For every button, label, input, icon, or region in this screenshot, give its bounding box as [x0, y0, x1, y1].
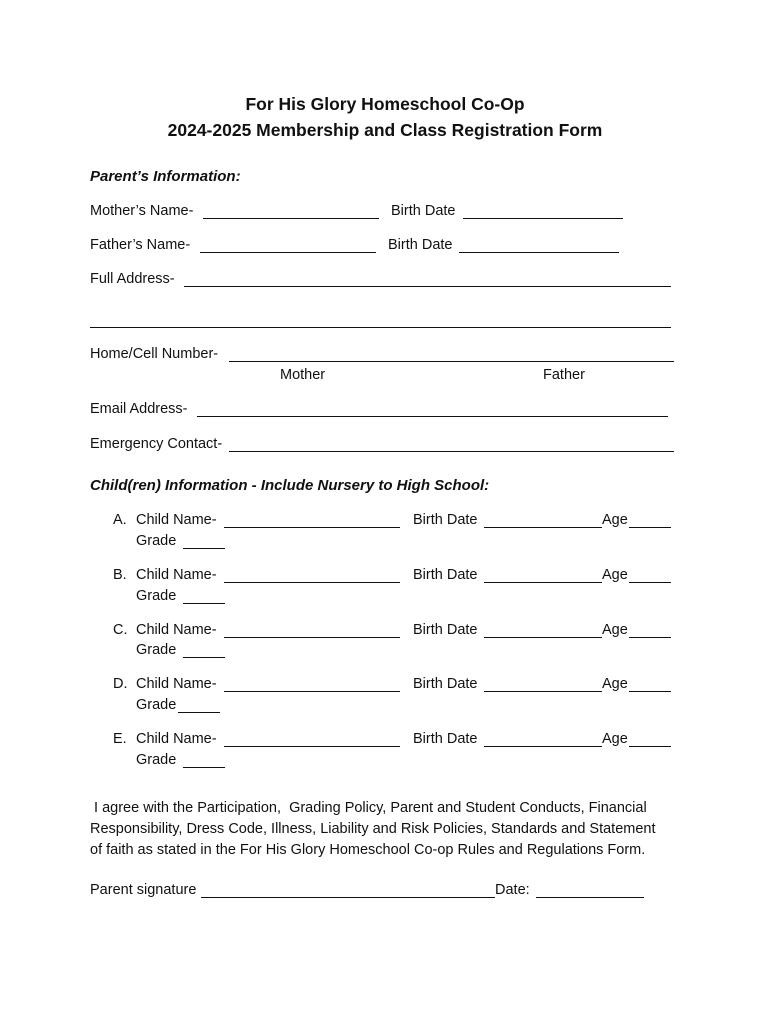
children-heading: Child(ren) Information - Include Nursery to High School:	[90, 477, 490, 494]
agreement-line: of faith as stated in the For His Glory Homeschool Co-op Rules and Regulations Form.	[90, 842, 646, 858]
address-field-line-2[interactable]	[90, 327, 671, 328]
address-field-line-1[interactable]	[184, 286, 671, 287]
mother-birth-date-label: Birth Date	[391, 203, 456, 219]
mother-birth-date-field[interactable]	[463, 218, 623, 219]
child-grade-field[interactable]	[178, 712, 220, 713]
child-grade-field[interactable]	[183, 548, 225, 549]
email-label: Email Address-	[90, 401, 188, 417]
father-name-label: Father’s Name-	[90, 237, 191, 253]
child-grade-field[interactable]	[183, 603, 225, 604]
child-birth-date-field[interactable]	[484, 582, 602, 583]
child-age-label: Age	[602, 512, 628, 528]
address-label: Full Address-	[90, 271, 175, 287]
child-age-field[interactable]	[629, 582, 671, 583]
child-grade-label: Grade	[136, 588, 177, 604]
child-birth-date-field[interactable]	[484, 527, 602, 528]
father-name-field[interactable]	[200, 252, 376, 253]
child-birth-date-label: Birth Date	[413, 567, 478, 583]
child-marker: E.	[113, 731, 127, 747]
child-name-label: Child Name-	[136, 676, 217, 692]
agreement-line: Responsibility, Dress Code, Illness, Liability and Risk Policies, Standards and Statement	[90, 821, 656, 837]
child-age-label: Age	[602, 676, 628, 692]
child-age-field[interactable]	[629, 746, 671, 747]
form-title: For His Glory Homeschool Co-Op	[245, 94, 525, 114]
child-marker: D.	[113, 676, 128, 692]
emergency-contact-label: Emergency Contact-	[90, 436, 223, 452]
child-name-field[interactable]	[224, 637, 400, 638]
child-birth-date-label: Birth Date	[413, 512, 478, 528]
phone-mother-caption: Mother	[280, 367, 326, 383]
child-birth-date-field[interactable]	[484, 691, 602, 692]
child-grade-label: Grade	[136, 533, 177, 549]
email-field[interactable]	[197, 416, 668, 417]
phone-label: Home/Cell Number-	[90, 346, 219, 362]
form-subtitle: 2024-2025 Membership and Class Registration Form	[167, 120, 603, 140]
phone-father-caption: Father	[543, 367, 585, 383]
child-name-label: Child Name-	[136, 731, 217, 747]
signature-date-label: Date:	[495, 882, 530, 898]
child-name-label: Child Name-	[136, 567, 217, 583]
mother-name-field[interactable]	[203, 218, 379, 219]
father-birth-date-label: Birth Date	[388, 237, 453, 253]
child-grade-label: Grade	[136, 697, 177, 713]
agreement-statement	[90, 798, 690, 861]
child-grade-label: Grade	[136, 642, 177, 658]
phone-field[interactable]	[229, 361, 674, 362]
child-name-field[interactable]	[224, 527, 400, 528]
agreement-line: I agree with the Participation, Grading Policy, Parent and Student Conducts, Financial	[90, 800, 647, 816]
child-name-label: Child Name-	[136, 622, 217, 638]
signature-field[interactable]	[201, 897, 495, 898]
mother-name-label: Mother’s Name-	[90, 203, 194, 219]
child-age-field[interactable]	[629, 637, 671, 638]
father-birth-date-field[interactable]	[459, 252, 619, 253]
child-age-field[interactable]	[629, 527, 671, 528]
child-birth-date-label: Birth Date	[413, 622, 478, 638]
emergency-contact-field[interactable]	[229, 451, 674, 452]
child-age-label: Age	[602, 622, 628, 638]
signature-date-field[interactable]	[536, 897, 644, 898]
child-grade-label: Grade	[136, 752, 177, 768]
parents-heading: Parent’s Information:	[90, 168, 241, 185]
child-birth-date-field[interactable]	[484, 746, 602, 747]
signature-label: Parent signature	[90, 882, 197, 898]
child-name-field[interactable]	[224, 691, 400, 692]
child-name-label: Child Name-	[136, 512, 217, 528]
child-marker: B.	[113, 567, 127, 583]
child-age-label: Age	[602, 731, 628, 747]
child-birth-date-label: Birth Date	[413, 676, 478, 692]
child-name-field[interactable]	[224, 582, 400, 583]
child-birth-date-label: Birth Date	[413, 731, 478, 747]
child-birth-date-field[interactable]	[484, 637, 602, 638]
child-name-field[interactable]	[224, 746, 400, 747]
child-marker: C.	[113, 622, 128, 638]
child-grade-field[interactable]	[183, 767, 225, 768]
child-marker: A.	[113, 512, 127, 528]
child-age-label: Age	[602, 567, 628, 583]
child-grade-field[interactable]	[183, 657, 225, 658]
child-age-field[interactable]	[629, 691, 671, 692]
